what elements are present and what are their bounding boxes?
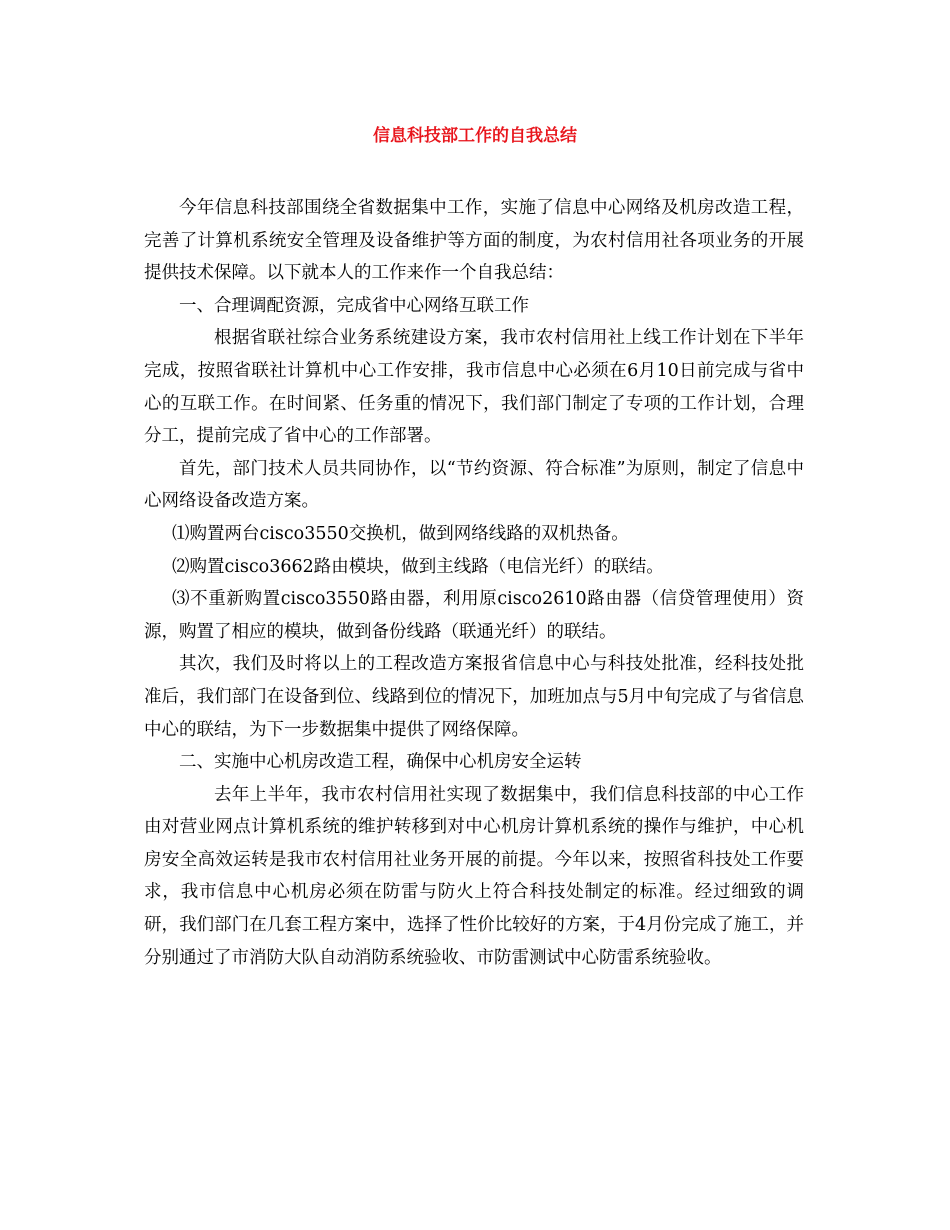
- paragraph-second-step: 其次，我们及时将以上的工程改造方案报省信息中心与科技处批准，经科技处批准后，我们部门在设备到位、线路到位的情况下，加班加点与5月中旬完成了与省信息中心的联结，为下一步数据集中提供了网络保障。: [144, 654, 804, 740]
- paragraph-intro: 今年信息科技部围绕全省数据集中工作，实施了信息中心网络及机房改造工程，完善了计算机系统安全管理及设备维护等方面的制度，为农村信用社各项业务的开展提供技术保障。以下就本人的工作来作一个自我总结：: [144, 198, 804, 284]
- list-item-1: ⑴购置两台cisco3550交换机，做到网络线路的双机热备。: [172, 523, 629, 544]
- paragraph-first-step: 首先，部门技术人员共同协作，以“节约资源、符合标准”为原则，制定了信息中心网络设备改造方案。: [144, 458, 804, 512]
- section-heading-2: 二、实施中心机房改造工程，确保中心机房安全运转: [179, 752, 582, 773]
- section-heading-1: 一、合理调配资源，完成省中心网络互联工作: [179, 295, 529, 316]
- list-item-3: ⑶不重新购置cisco3550路由器，利用原cisco2610路由器（信贷管理使用）资源，购置了相应的模块，做到备份线路（联通光纤）的联结。: [144, 589, 804, 642]
- paragraph-section1-background: 根据省联社综合业务系统建设方案，我市农村信用社上线工作计划在下半年完成，按照省联社计算机中心工作安排，我市信息中心必须在6月10日前完成与省中心的互联工作。在时间紧、任务重的情况下，我们部门制定了专项的工作计划，合理分工，提前完成了省中心的工作部署。: [144, 328, 804, 447]
- document-title: 信息科技部工作的自我总结: [373, 126, 577, 146]
- document-body: [144, 192, 804, 974]
- paragraph-section2-content: 去年上半年，我市农村信用社实现了数据集中，我们信息科技部的中心工作由对营业网点计算机系统的维护转移到对中心机房计算机系统的操作与维护，中心机房安全高效运转是我市农村信用社业务开展的前提。今年以来，按照省科技处工作要求，我市信息中心机房必须在防雷与防火上符合科技处制定的标准。经过细致的调研，我们部门在几套工程方案中，选择了性价比较好的方案，于4月份完成了施工，并分别通过了市消防大队自动消防系统验收、市防雷测试中心防雷系统验收。: [144, 784, 804, 968]
- list-item-2: ⑵购置cisco3662路由模块，做到主线路（电信光纤）的联结。: [172, 556, 664, 577]
